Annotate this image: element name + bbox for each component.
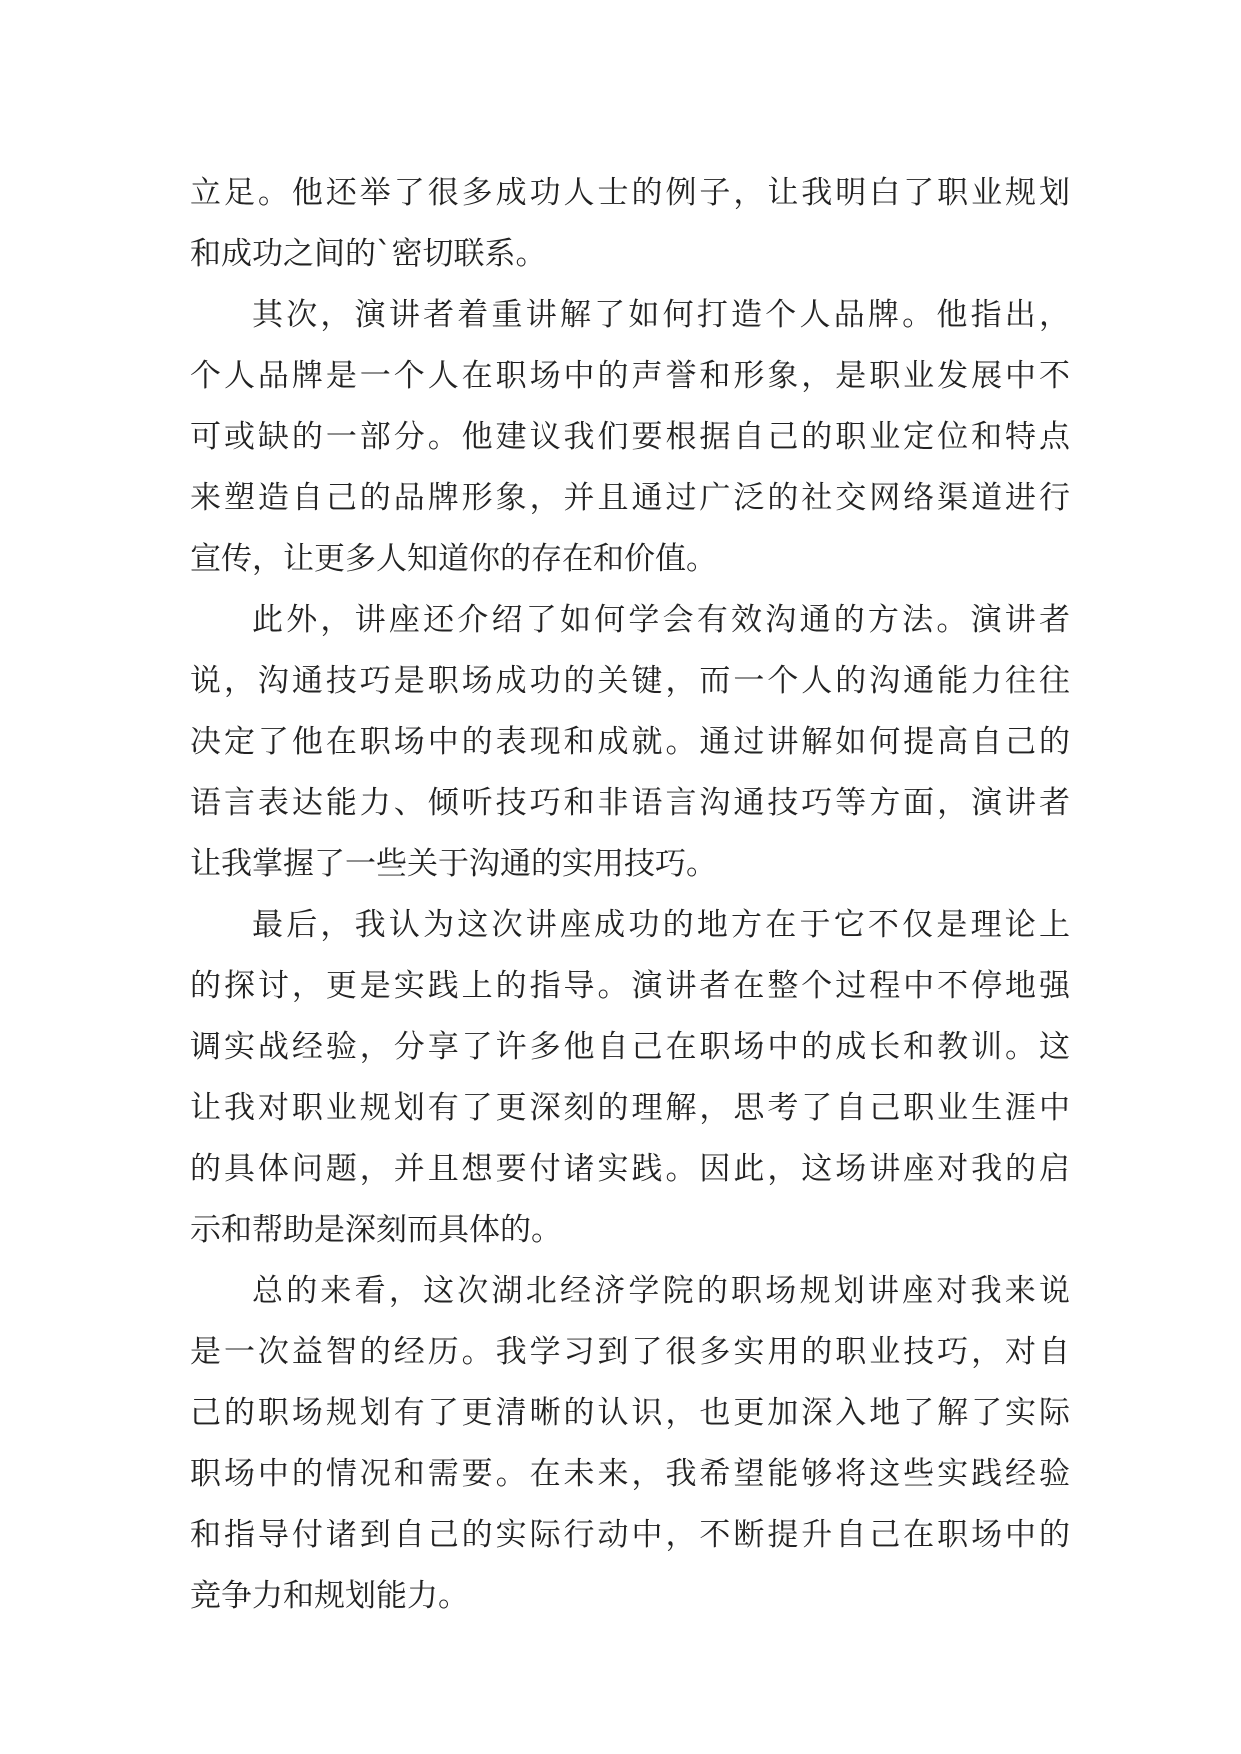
paragraph <box>190 163 1070 285</box>
text-line: 己的职场规划有了更清晰的认识，也更加深入地了解了实际 <box>190 1395 1070 1431</box>
text-line: 调实战经验，分享了许多他自己在职场中的成长和教训。这 <box>190 1029 1070 1065</box>
text-line: 可或缺的一部分。他建议我们要根据自己的职业定位和特点 <box>190 419 1070 455</box>
text-line: 个人品牌是一个人在职场中的声誉和形象，是职业发展中不 <box>190 358 1070 394</box>
text-line: 其次，演讲者着重讲解了如何打造个人品牌。他指出， <box>252 297 1070 333</box>
text-line: 宣传，让更多人知道你的存在和价值。 <box>190 541 717 577</box>
paragraph <box>190 590 1070 895</box>
text-line: 是一次益智的经历。我学习到了很多实用的职业技巧，对自 <box>190 1334 1070 1370</box>
paragraph <box>190 895 1070 1261</box>
text-line: 的具体问题，并且想要付诸实践。因此，这场讲座对我的启 <box>190 1151 1070 1187</box>
text-line: 示和帮助是深刻而具体的。 <box>190 1212 562 1248</box>
text-line: 最后，我认为这次讲座成功的地方在于它不仅是理论上 <box>252 907 1070 943</box>
paragraph <box>190 285 1070 590</box>
text-line: 语言表达能力、倾听技巧和非语言沟通技巧等方面，演讲者 <box>190 785 1070 821</box>
text-line: 让我对职业规划有了更深刻的理解，思考了自己职业生涯中 <box>190 1090 1070 1126</box>
text-line: 总的来看，这次湖北经济学院的职场规划讲座对我来说 <box>252 1273 1070 1309</box>
text-line: 职场中的情况和需要。在未来，我希望能够将这些实践经验 <box>190 1456 1070 1492</box>
paragraph <box>190 1261 1070 1627</box>
text-line: 此外，讲座还介绍了如何学会有效沟通的方法。演讲者 <box>252 602 1070 638</box>
document-body <box>190 163 1070 1627</box>
text-line: 立足。他还举了很多成功人士的例子，让我明白了职业规划 <box>190 175 1070 211</box>
text-line: 的探讨，更是实践上的指导。演讲者在整个过程中不停地强 <box>190 968 1070 1004</box>
text-line: 说，沟通技巧是职场成功的关键，而一个人的沟通能力往往 <box>190 663 1070 699</box>
text-line: 来塑造自己的品牌形象，并且通过广泛的社交网络渠道进行 <box>190 480 1070 516</box>
text-line: 决定了他在职场中的表现和成就。通过讲解如何提高自己的 <box>190 724 1070 760</box>
text-line: 竞争力和规划能力。 <box>190 1578 469 1614</box>
text-line: 和成功之间的`密切联系。 <box>190 236 547 272</box>
text-line: 和指导付诸到自己的实际行动中，不断提升自己在职场中的 <box>190 1517 1070 1553</box>
text-line: 让我掌握了一些关于沟通的实用技巧。 <box>190 846 717 882</box>
